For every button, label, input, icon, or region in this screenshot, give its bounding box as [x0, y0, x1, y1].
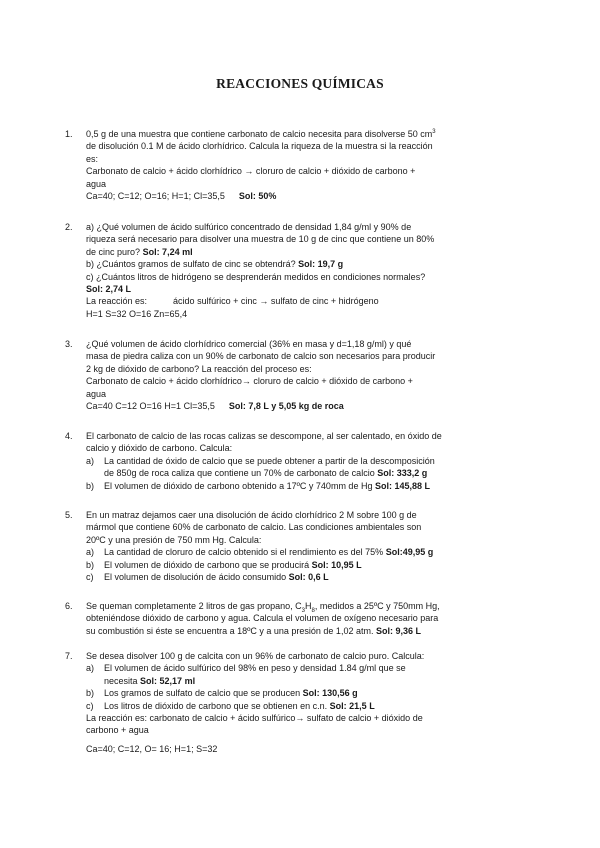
solution: Sol: 130,56 g — [302, 688, 358, 699]
problem-text: b) ¿Cuántos gramos de sulfato de cinc se obtendrá? — [86, 259, 296, 270]
problem-text: c) ¿Cuántos litros de hidrógeno se desprenderán medidos en condiciones normales? — [86, 271, 426, 282]
problem-3 — [65, 338, 516, 412]
problem-4 — [65, 430, 516, 492]
problem-text: La cantidad de cloruro de calcio obtenido si el rendimiento es del 75% — [104, 547, 384, 558]
problem-1 — [65, 128, 516, 202]
atomic-masses: Ca=40; C=12; O=16; H=1; Cl=35,5 — [86, 191, 225, 202]
reaction-equation: carbono + agua — [86, 725, 149, 736]
problem-text: El volumen de ácido sulfúrico del 98% en peso y densidad 1.84 g/ml que se — [104, 663, 406, 674]
sub-question-b — [86, 480, 516, 492]
problem-text: ¿Qué volumen de ácido clorhídrico comercial (36% en masa y d=1,18 g/ml) y qué — [86, 339, 412, 349]
problem-text: de cinc puro? — [86, 246, 141, 257]
problem-text: El volumen de dióxido de carbono que se producirá — [104, 559, 310, 570]
problem-text: a) ¿Qué volumen de ácido sulfúrico concentrado de densidad 1,84 g/ml y 90% de — [86, 222, 412, 232]
solution: Sol: 52,17 ml — [140, 675, 196, 686]
problem-text: El carbonato de calcio de las rocas calizas se descompone, al ser calentado, en óxido de — [86, 431, 442, 441]
problem-5 — [65, 509, 516, 583]
subscript: 3 — [301, 607, 305, 614]
sub-label: b) — [86, 559, 95, 570]
sub-question-a — [86, 662, 516, 687]
problem-text: riqueza será necesario para disolver una muestra de 10 g de cinc que contiene un 80% — [86, 234, 435, 245]
problem-number: 2. — [65, 222, 73, 232]
problem-number: 5. — [65, 510, 73, 520]
page-title: REACCIONES QUÍMICAS — [216, 76, 384, 91]
solution: Sol: 21,5 L — [329, 700, 375, 711]
problem-text: Se desea disolver 100 g de calcita con un 96% de carbonato de calcio puro. Calcula: — [86, 651, 425, 661]
problem-number: 1. — [65, 129, 73, 139]
sub-label: b) — [86, 480, 95, 491]
problem-text: su combustión si éste se encuentra a 18ºC y a una presión de 1,02 atm. — [86, 625, 374, 636]
problem-text: El volumen de disolución de ácido consumido — [104, 572, 287, 583]
problem-text: masa de piedra caliza con un 90% de carbonato de calcio son necesarios para producir — [86, 351, 436, 362]
problem-text: En un matraz dejamos caer una disolución de ácido clorhídrico 2 M sobre 100 g de — [86, 510, 417, 520]
problem-number: 4. — [65, 431, 73, 441]
solution: Sol: 50% — [238, 191, 277, 202]
problem-text: Los litros de dióxido de carbono que se obtienen en c.n. — [104, 700, 328, 711]
solution: Sol: 0,6 L — [288, 572, 329, 583]
problem-text: 20ºC y una presión de 750 mm Hg. Calcula: — [86, 534, 262, 545]
sub-question-b — [86, 559, 516, 571]
problem-text: La cantidad de óxido de calcio que se puede obtener a partir de la descomposición — [104, 455, 435, 466]
reaction-equation: agua — [86, 388, 107, 399]
solution: Sol: 9,36 L — [375, 625, 421, 636]
sub-question-b — [86, 687, 516, 699]
problem-text: Los gramos de sulfato de calcio que se producen — [104, 688, 301, 699]
subscript: 8 — [311, 607, 315, 614]
sub-question-a — [86, 546, 516, 558]
problem-text: mármol que contiene 60% de carbonato de calcio. Las condiciones ambientales son — [86, 522, 422, 533]
problem-text: necesita — [104, 675, 138, 686]
solution: Sol: 2,74 L — [86, 284, 132, 295]
problem-text: H — [304, 601, 312, 611]
sub-label: a) — [86, 455, 95, 466]
problem-text: de disolución 0.1 M de ácido clorhídrico. Calcula la riqueza de la muestra si la reacción — [86, 141, 433, 152]
sub-question-c — [86, 571, 516, 583]
sub-label: a) — [86, 663, 95, 674]
problem-text: Se queman completamente 2 litros de gas propano, C — [86, 601, 302, 611]
problem-number: 3. — [65, 339, 73, 349]
problem-7 — [65, 650, 516, 755]
problem-text: 2 kg de dióxido de carbono? La reacción del proceso es: — [86, 363, 312, 374]
atomic-masses: Ca=40; C=12, O= 16; H=1; S=32 — [86, 743, 218, 754]
problem-text: de 850g de roca caliza que contiene un 70% de carbonato de calcio — [104, 468, 375, 479]
problem-text: , medidos a 25ºC y 750mm Hg, — [314, 601, 440, 611]
problem-text: calcio y dióxido de carbono. Calcula: — [86, 443, 233, 454]
reaction-equation: Carbonato de calcio + ácido clorhídrico → cloruro de calcio + dióxido de carbono + — [86, 166, 416, 177]
solution: Sol:49,95 g — [385, 547, 434, 558]
atomic-masses: H=1 S=32 O=16 Zn=65,4 — [86, 308, 188, 319]
sub-question-a — [86, 455, 516, 480]
problem-6 — [65, 600, 516, 637]
sub-label: c) — [86, 572, 94, 583]
reaction-equation: Carbonato de calcio + ácido clorhídrico→ cloruro de calcio + dióxido de carbono + — [86, 376, 413, 387]
problem-text: El volumen de dióxido de carbono obtenido a 17ºC y 740mm de Hg — [104, 480, 373, 491]
atomic-masses: Ca=40 C=12 O=16 H=1 Cl=35,5 — [86, 401, 215, 412]
reaction-equation: agua — [86, 178, 107, 189]
solution: Sol: 7,8 L y 5,05 kg de roca — [228, 401, 344, 412]
solution: Sol: 19,7 g — [298, 259, 344, 270]
sub-label: a) — [86, 547, 95, 558]
problem-number: 7. — [65, 651, 73, 661]
reaction-equation: La reacción es: carbonato de calcio + ácido sulfúrico→ sulfato de calcio + dióxido de — [86, 713, 423, 724]
sub-question-c — [86, 700, 516, 712]
solution: Sol: 10,95 L — [311, 559, 362, 570]
superscript: 3 — [432, 129, 436, 135]
solution: Sol: 333,2 g — [377, 468, 428, 479]
solution: Sol: 7,24 ml — [142, 246, 193, 257]
problem-text: 0,5 g de una muestra que contiene carbonato de calcio necesita para disolverse 50 cm — [86, 129, 433, 139]
problem-2 — [65, 221, 516, 320]
solution: Sol: 145,88 L — [374, 480, 430, 491]
problem-text: es: — [86, 153, 99, 164]
problem-text: obteniéndose dióxido de carbono y agua. Calcula el volumen de oxígeno necesario para — [86, 613, 439, 624]
sub-label: b) — [86, 688, 95, 699]
reaction-equation: ácido sulfúrico + cinc → sulfato de cinc + hidrógeno — [173, 296, 379, 307]
problem-text: La reacción es: — [86, 296, 148, 307]
sub-label: c) — [86, 700, 94, 711]
problem-number: 6. — [65, 601, 73, 611]
